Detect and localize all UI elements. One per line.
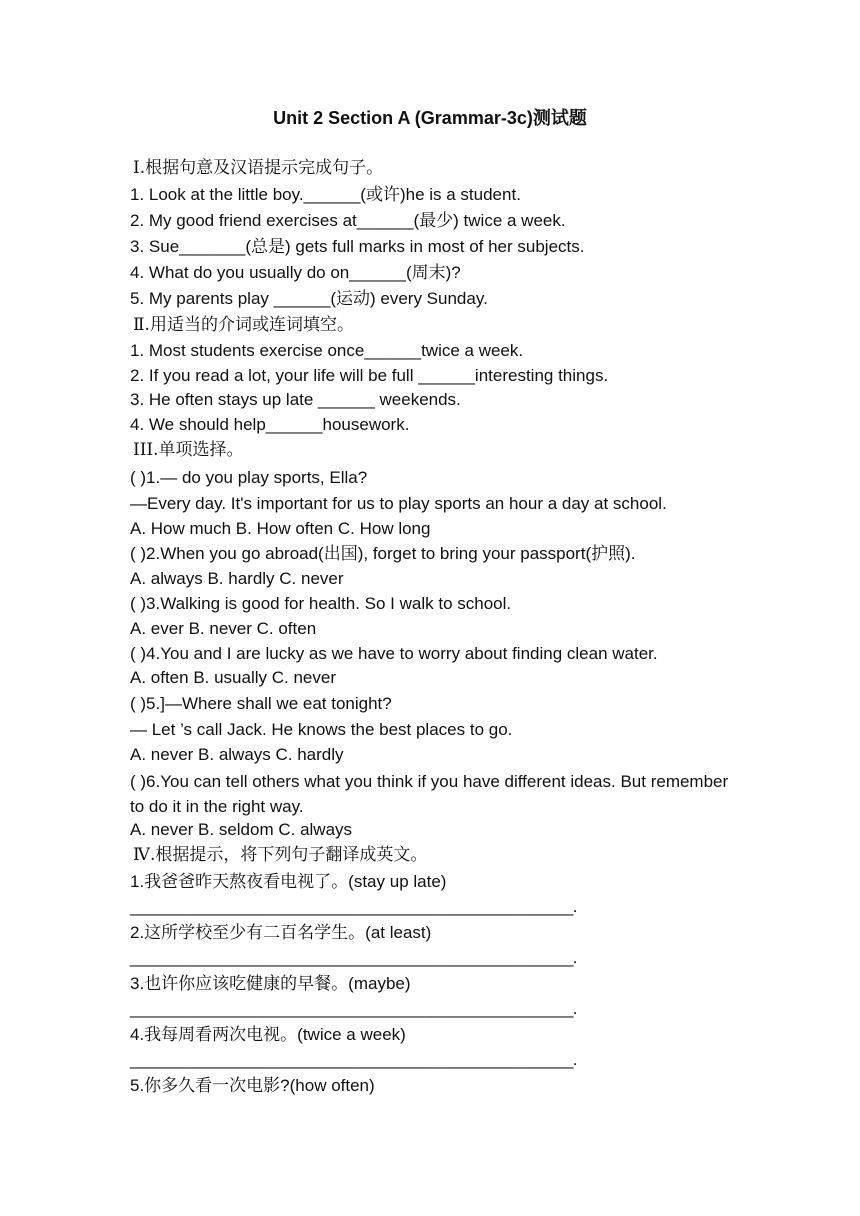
page-title: Unit 2 Section A (Grammar-3c)测试题 (273, 108, 587, 128)
section1-item: 5. My parents play ______(运动) every Sunday. (130, 289, 488, 308)
answer-line: __________________________________________________. (130, 1050, 577, 1069)
question-line: —Every day. It's important for us to play sports an hour a day at school. (130, 494, 667, 513)
options-line: A. always B. hardly C. never (130, 569, 344, 588)
section1-item: 4. What do you usually do on______(周末)? (130, 263, 461, 282)
section1-item: 1. Look at the little boy.______(或许)he is a student. (130, 185, 521, 204)
translation-prompt: 3.也许你应该吃健康的早餐。(maybe) (130, 974, 411, 993)
question-line: — Let ’s call Jack. He knows the best places to go. (130, 720, 513, 739)
question-line: ( )1.— do you play sports, Ella? (130, 468, 368, 487)
question-line: ( )6.You can tell others what you think if you have different ideas. But remember to do it in the right way. (130, 772, 729, 816)
section1-item: 3. Sue_______(总是) gets full marks in most of her subjects. (130, 237, 585, 256)
options-line: A. often B. usually C. never (130, 668, 336, 687)
options-line: A. never B. seldom C. always (130, 820, 353, 839)
options-line: A. never B. always C. hardly (130, 745, 344, 764)
answer-line: __________________________________________________. (130, 999, 577, 1018)
section2-item: 1. Most students exercise once______twice a week. (130, 341, 524, 360)
question-line: ( )4.You and I are lucky as we have to worry about finding clean water. (130, 644, 658, 663)
question-line: ( )3.Walking is good for health. So I walk to school. (130, 594, 512, 613)
section2-item: 4. We should help______housework. (130, 415, 410, 434)
answer-line: __________________________________________________. (130, 897, 577, 916)
question-line: ( )5.]—Where shall we eat tonight? (130, 694, 392, 713)
section1-item: 2. My good friend exercises at______(最少) twice a week. (130, 211, 566, 230)
section2-item: 3. He often stays up late ______ weekends. (130, 390, 461, 409)
translation-prompt: 1.我爸爸昨天熬夜看电视了。(stay up late) (130, 872, 447, 891)
answer-line: __________________________________________________. (130, 948, 577, 967)
section3-heading: III.单项选择。 (133, 440, 244, 460)
translation-prompt: 5.你多久看一次电影?(how often) (130, 1076, 375, 1095)
question-line: ( )2.When you go abroad(出国), forget to bring your passport(护照). (130, 544, 636, 563)
section4-heading: Ⅳ.根据提示，将下列句子翻译成英文。 (133, 845, 428, 865)
options-line: A. How much B. How often C. How long (130, 519, 431, 538)
translation-prompt: 2.这所学校至少有二百名学生。(at least) (130, 923, 432, 942)
section2-item: 2. If you read a lot, your life will be full ______interesting things. (130, 366, 609, 385)
translation-prompt: 4.我每周看两次电视。(twice a week) (130, 1025, 406, 1044)
options-line: A. ever B. never C. often (130, 619, 317, 638)
section2-heading: Ⅱ.用适当的介词或连词填空。 (133, 315, 354, 335)
section1-heading: Ⅰ.根据句意及汉语提示完成句子。 (133, 158, 384, 178)
